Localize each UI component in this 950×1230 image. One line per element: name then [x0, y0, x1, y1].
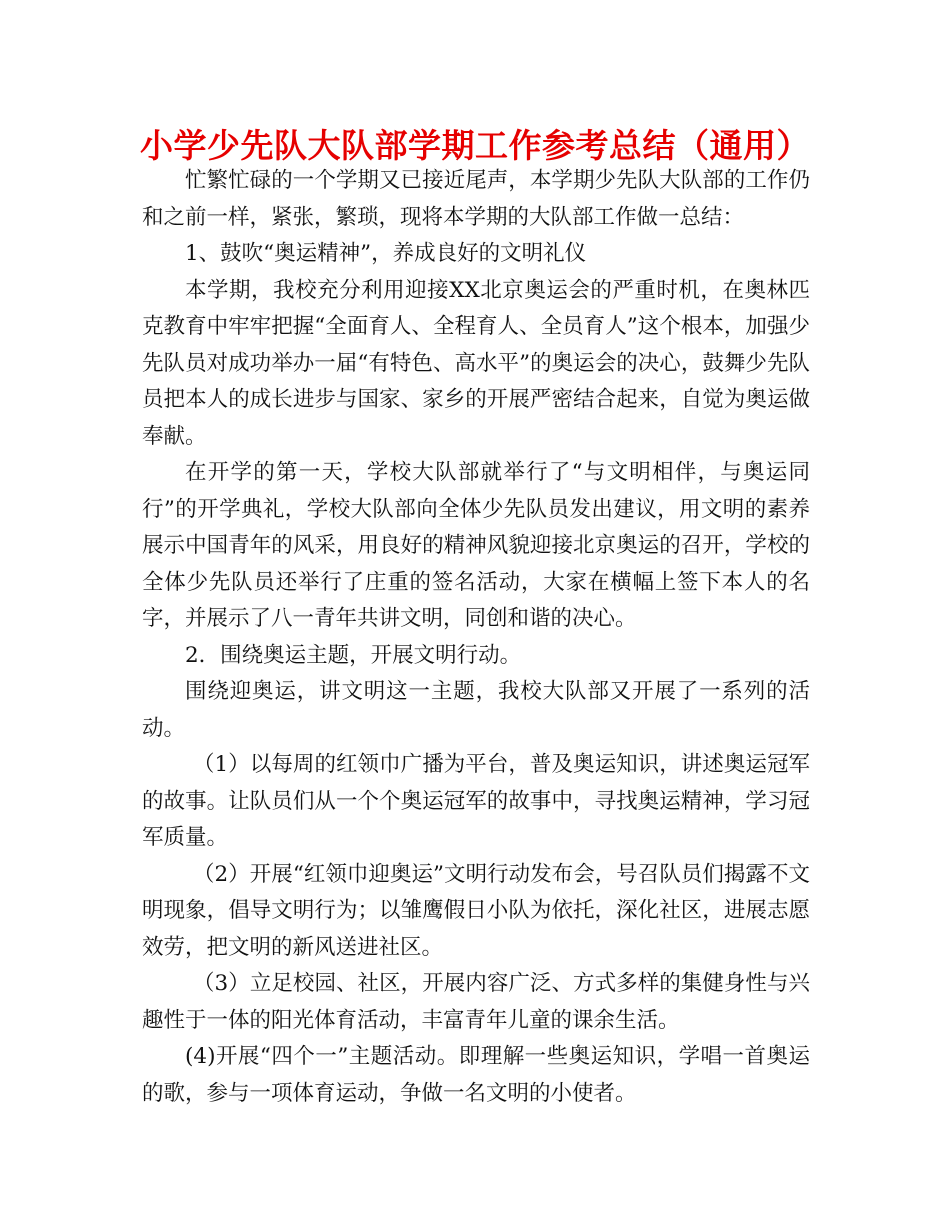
- list-item-4: (4)开展“四个一”主题活动。即理解一些奥运知识，学唱一首奥运的歌，参与一项体育运动，争做一名文明的小使者。: [142, 1044, 810, 1106]
- paragraph-intro: 忙繁忙碌的一个学期又已接近尾声，本学期少先队大队部的工作仍和之前一样，紧张，繁琐，现将本学期的大队部工作做一总结：: [142, 168, 810, 230]
- document-body: [142, 163, 810, 1112]
- paragraph-opening-ceremony: 在开学的第一天，学校大队部就举行了“与文明相伴，与奥运同行”的开学典礼，学校大队部向全体少先队员发出建议，用文明的素养展示中国青年的风采，用良好的精神风貌迎接北京奥运的召开，学校的全体少先队员还举行了庄重的签名活动，大家在横幅上签下本人的名字，并展示了八一青年共讲文明，同创和谐的决心。: [142, 460, 810, 631]
- heading-section-1: 1、鼓吹“奥运精神”，养成良好的文明礼仪: [185, 241, 587, 266]
- list-item-3: （3）立足校园、社区，开展内容广泛、方式多样的集健身性与兴趣性于一体的阳光体育活动，丰富青年儿童的课余生活。: [142, 971, 810, 1033]
- paragraph-olympic-education: 本学期，我校充分利用迎接XX北京奥运会的严重时机，在奥林匹克教育中牢牢把握“全面育人、全程育人、全员育人”这个根本，加强少先队员对成功举办一届“有特色、高水平”的奥运会的决心，鼓舞少先队员把本人的成长进步与国家、家乡的开展严密结合起来，自觉为奥运做奉献。: [142, 277, 810, 449]
- list-item-1: （1）以每周的红领巾广播为平台，普及奥运知识，讲述奥运冠军的故事。让队员们从一个个奥运冠军的故事中，寻找奥运精神，学习冠军质量。: [142, 752, 810, 850]
- paragraph-activities-intro: 围绕迎奥运，讲文明这一主题，我校大队部又开展了一系列的活动。: [142, 679, 810, 741]
- document-title: 小学少先队大队部学期工作参考总结（通用）: [140, 126, 810, 165]
- heading-section-2: 2．围绕奥运主题，开展文明行动。: [185, 642, 522, 668]
- list-item-2: （2）开展“红领巾迎奥运”文明行动发布会，号召队员们揭露不文明现象，倡导文明行为；以雏鹰假日小队为依托，深化社区，进展志愿效劳，把文明的新风送进社区。: [142, 861, 810, 960]
